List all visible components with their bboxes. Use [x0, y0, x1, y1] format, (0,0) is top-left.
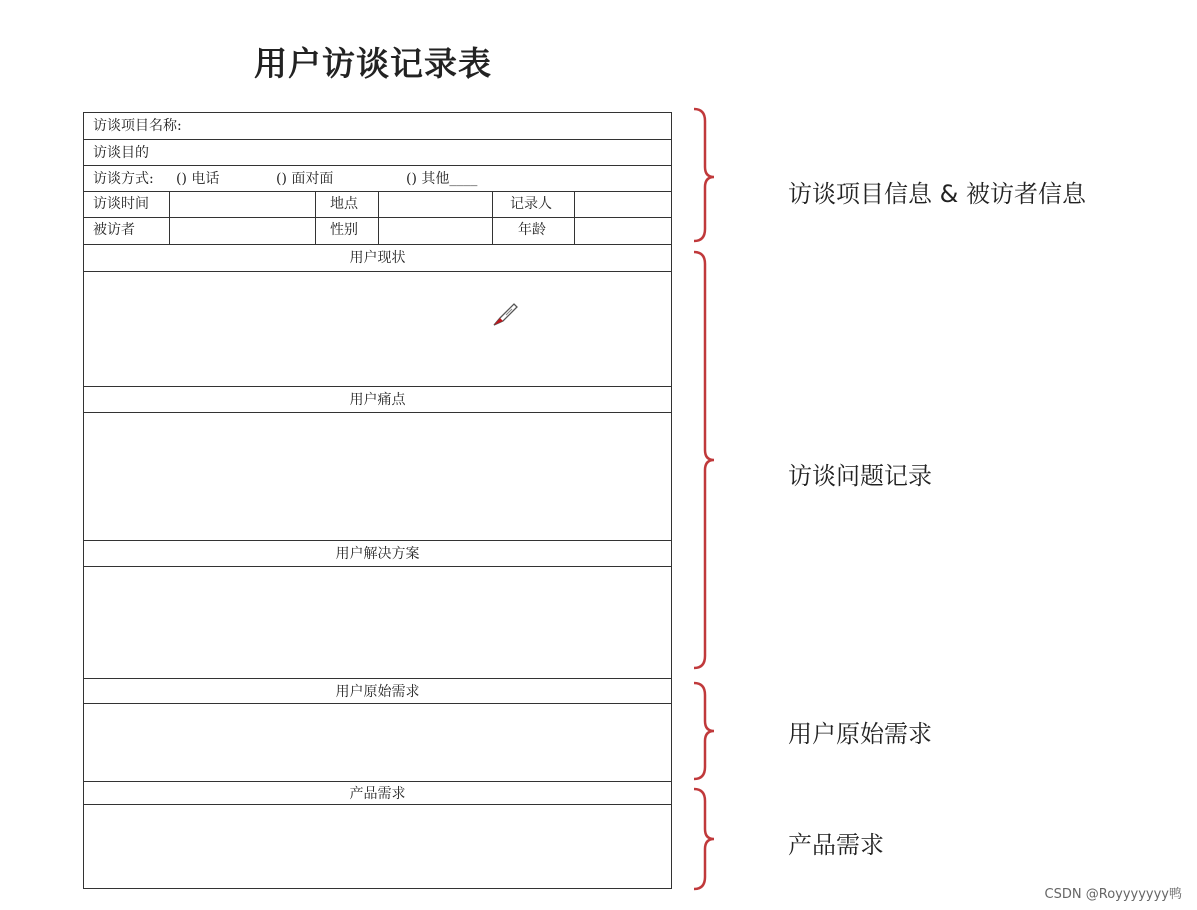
- location-label-cell: [315, 192, 379, 217]
- interviewee-field[interactable]: [169, 218, 316, 244]
- purpose-row[interactable]: [84, 140, 671, 166]
- product-need-header: [84, 782, 671, 805]
- watermark: CSDN @Royyyyyyy鸭: [1044, 887, 1182, 902]
- interview-form: [83, 112, 672, 889]
- side-label-questions: 访谈问题记录: [788, 462, 932, 490]
- pencil-cursor-icon: [492, 300, 520, 328]
- method-row: [84, 166, 671, 192]
- solution-label: 用户解决方案: [335, 546, 420, 562]
- page-title: 用户访谈记录表: [254, 44, 492, 83]
- location-field[interactable]: [378, 192, 493, 217]
- age-field[interactable]: [574, 218, 671, 244]
- gender-label: 性别: [330, 222, 358, 238]
- purpose-label: 访谈目的: [93, 145, 149, 161]
- product-need-label: 产品需求: [349, 786, 406, 802]
- brace-questions: [692, 248, 722, 672]
- brace-product: [692, 785, 722, 893]
- solution-body[interactable]: [84, 567, 671, 679]
- brace-info: [692, 105, 722, 245]
- age-label-cell: [492, 218, 575, 244]
- pain-label: 用户痛点: [349, 392, 406, 408]
- time-field[interactable]: [169, 192, 316, 217]
- side-label-info: 访谈项目信息 & 被访者信息: [788, 180, 1086, 208]
- interviewee-row: [84, 218, 671, 245]
- method-option-face[interactable]: () 面对面: [276, 171, 334, 187]
- recorder-field[interactable]: [574, 192, 671, 217]
- raw-need-body[interactable]: [84, 704, 671, 782]
- pain-body[interactable]: [84, 413, 671, 541]
- method-label: 访谈方式:: [93, 171, 154, 187]
- raw-need-header: [84, 679, 671, 704]
- project-name-row[interactable]: [84, 113, 671, 140]
- recorder-label: 记录人: [510, 196, 552, 212]
- location-label: 地点: [330, 196, 358, 212]
- gender-label-cell: [315, 218, 379, 244]
- time-location-row: [84, 192, 671, 218]
- side-label-product: 产品需求: [788, 831, 884, 859]
- method-option-other[interactable]: () 其他____: [406, 171, 478, 187]
- time-label: 访谈时间: [93, 196, 149, 212]
- raw-need-label: 用户原始需求: [335, 684, 420, 700]
- product-need-body[interactable]: [84, 805, 671, 888]
- age-label: 年龄: [518, 222, 546, 238]
- status-label: 用户现状: [349, 250, 406, 266]
- gender-field[interactable]: [378, 218, 493, 244]
- method-option-phone[interactable]: () 电话: [176, 171, 220, 187]
- interviewee-label: 被访者: [93, 222, 135, 238]
- solution-header: [84, 541, 671, 567]
- status-body[interactable]: [84, 272, 671, 387]
- pain-header: [84, 387, 671, 413]
- recorder-label-cell: [492, 192, 575, 217]
- project-name-label: 访谈项目名称:: [93, 118, 182, 134]
- brace-raw: [692, 679, 722, 783]
- side-label-raw: 用户原始需求: [788, 720, 932, 748]
- status-header: [84, 245, 671, 272]
